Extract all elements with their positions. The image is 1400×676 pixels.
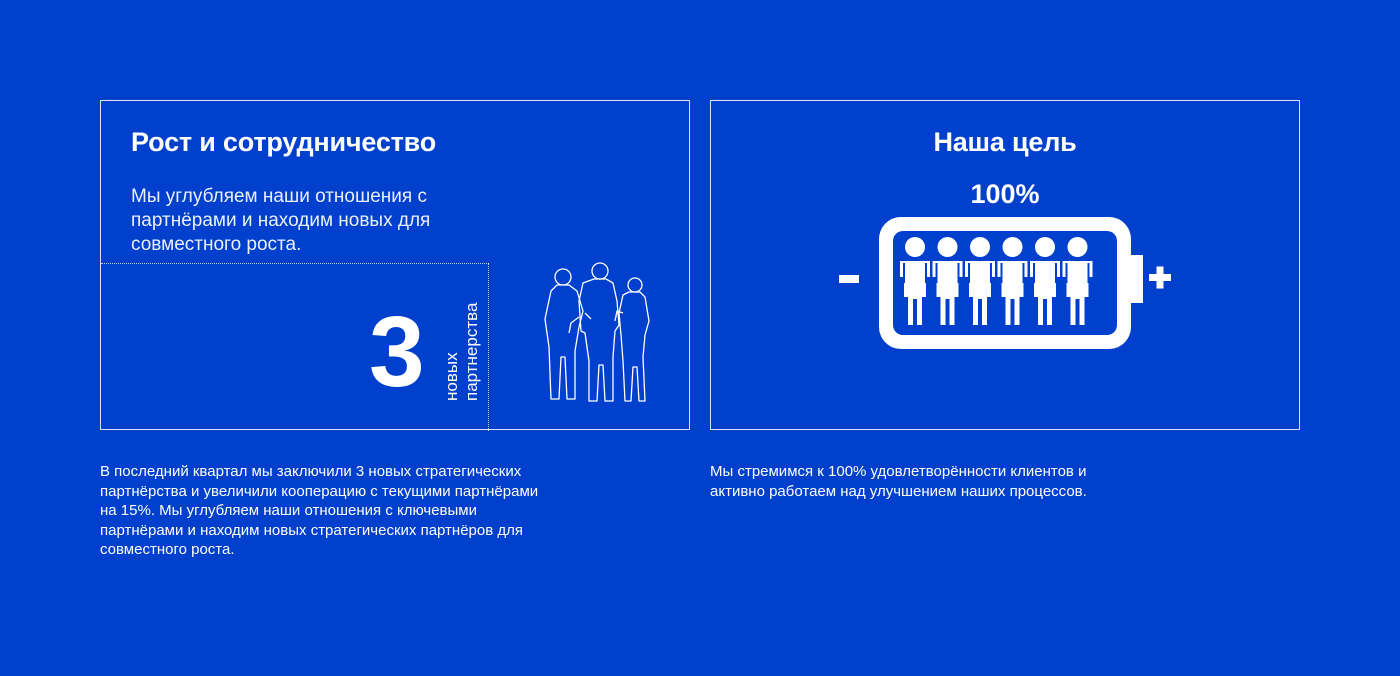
- growth-card: [100, 100, 690, 430]
- goal-card: [710, 100, 1300, 430]
- plus-sign: [1149, 267, 1171, 289]
- growth-description: В последний квартал мы заключили 3 новых стратегических партнёрства и увеличили кооперацию с текущими партнёрами на 15%. Мы углубляем наши отношения с ключевыми партнёрами и находим новых стратегических партнёров для совместного роста.: [100, 463, 539, 558]
- people-silhouette-outline-icon: [539, 261, 654, 406]
- partners-count-label: новых партнерства: [442, 302, 481, 401]
- growth-title: Рост и сотрудничество: [131, 127, 437, 157]
- goal-title: Наша цель: [933, 127, 1077, 157]
- dotted-divider-vertical: [488, 263, 489, 431]
- growth-subtitle: Мы углубляем наши отношения с партнёрами и находим новых для совместного роста.: [131, 186, 431, 255]
- minus-sign: [839, 275, 859, 283]
- dotted-divider-horizontal: [101, 263, 489, 264]
- battery-people-icon: [831, 213, 1181, 353]
- goal-description: Мы стремимся к 100% удовлетворённости клиентов и активно работаем над улучшением наших процессов.: [710, 463, 1087, 500]
- goal-percent: 100%: [970, 179, 1040, 209]
- partners-count: 3: [369, 296, 425, 408]
